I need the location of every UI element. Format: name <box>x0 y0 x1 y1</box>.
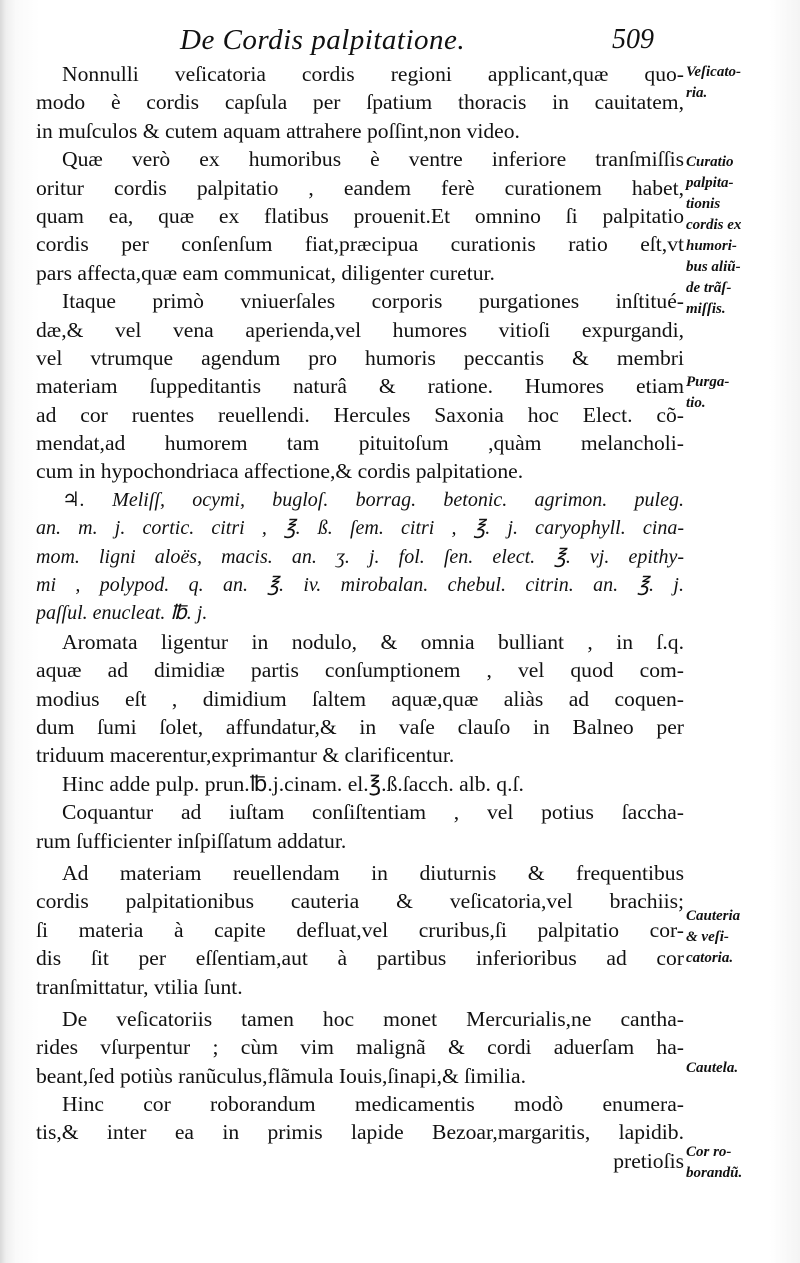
margin-note-cor-roborandum <box>686 1142 794 1184</box>
paragraph <box>36 1005 684 1090</box>
margin-note-cauteria <box>686 906 794 969</box>
text-line: cordis palpitationibus cauteria & veſicatoria,vel brachiis; <box>36 889 684 914</box>
margin-note-line: bus aliũ- <box>686 259 741 275</box>
margin-note-line: cordis ex <box>686 217 742 233</box>
margin-note-line: ria. <box>686 85 708 101</box>
margin-note-line: miſſis. <box>686 301 726 317</box>
text-line: modo è cordis capſula per ſpatium thoracis in cauitatem, <box>36 90 684 115</box>
page-header <box>0 24 800 60</box>
text-line: Quæ verò ex humoribus è ventre inferiore tranſmiſſis <box>62 147 684 172</box>
margin-note-line: Curatio <box>686 154 734 170</box>
margin-note-cautela <box>686 1058 794 1079</box>
text-line: ſi materia à capite defluat,vel cruribus,ſi palpitatio cor- <box>36 917 684 942</box>
margin-note-line: Veſicato- <box>686 64 741 80</box>
paragraph <box>36 628 684 770</box>
margin-note-line: humori- <box>686 238 737 254</box>
margin-note-line: catoria. <box>686 950 734 966</box>
text-line: vel vtrumque agendum pro humoris peccantis & membri <box>36 345 684 370</box>
catchword: pretioſis <box>613 1148 684 1173</box>
paragraph <box>36 1090 684 1147</box>
text-line: tranſmittatur, vtilia ſunt. <box>36 974 243 999</box>
text-line: dis ſit per eſſentiam,aut à partibus inferioribus ad cor <box>36 946 684 971</box>
text-line: cordis per conſenſum fiat,præcipua curationis ratio eſt,vt <box>36 232 684 257</box>
text-line: ad cor ruentes reuellendi. Hercules Saxonia hoc Elect. cõ- <box>36 402 684 427</box>
text-line: De veſicatoriis tamen hoc monet Mercurialis,ne cantha- <box>62 1006 684 1031</box>
text-line: Hinc cor roborandum medicamentis modò enumera- <box>62 1092 684 1117</box>
text-line: Ad materiam reuellendam in diuturnis & frequentibus <box>62 860 684 885</box>
text-line: Itaque primò vniuerſales corporis purgationes inſtitué- <box>62 289 684 314</box>
running-title: De Cordis palpitatione. <box>180 24 466 56</box>
margin-note-line: tionis <box>686 196 721 212</box>
margin-note-line: palpita- <box>686 175 734 191</box>
paragraph <box>36 859 684 1001</box>
text-line: aquæ ad dimidiæ partis conſumptionem , vel quod com- <box>36 658 684 683</box>
margin-note-line: Purga- <box>686 374 730 390</box>
paragraph <box>36 770 684 798</box>
text-line: triduum macerentur,exprimantur & clarificentur. <box>36 743 455 768</box>
margin-note-purgatio <box>686 372 794 414</box>
recipe-line: mom. ligni aloës, macis. an. ʒ. j. fol. ſen. elect. ℥. vj. epithy- <box>36 545 684 568</box>
margin-note-line: & veſi- <box>686 929 729 945</box>
text-line: rides vſurpentur ; cùm vim malignã & cordi aduerſam ha- <box>36 1035 684 1060</box>
margin-note-line: Cor ro- <box>686 1144 732 1160</box>
text-line: rum ſufficienter inſpiſſatum addatur. <box>36 828 347 853</box>
text-line: in muſculos & cutem aquam attrahere poſſint,non video. <box>36 118 520 143</box>
body-text <box>36 60 684 1175</box>
paragraph <box>36 287 684 486</box>
text-line: oritur cordis palpitatio , eandem ferè curationem habet, <box>36 175 684 200</box>
text-line: Hinc adde pulp. prun.℔.j.cinam. el.℥.ß.ſacch. alb. q.ſ. <box>62 771 524 796</box>
recipe-line: paſſul. enucleat. ℔. j. <box>36 602 208 625</box>
text-line: pars affecta,quæ eam communicat, diligenter curetur. <box>36 260 495 285</box>
text-line: materiam ſuppeditantis naturâ & ratione. Humores etiam <box>36 374 684 399</box>
text-line: beant,ſed potiùs ranũculus,flãmula Iouis,ſinapi,& ſimilia. <box>36 1063 526 1088</box>
text-line: Coquantur ad iuſtam conſiſtentiam , vel potius ſaccha- <box>62 800 684 825</box>
margin-note-line: Cauteria <box>686 908 741 924</box>
margin-note-line: Cautela. <box>686 1060 739 1076</box>
recipe-line: an. m. j. cortic. citri , ℥. ß. ſem. citri , ℥. j. caryophyll. cina- <box>36 517 684 540</box>
paragraph <box>36 145 684 287</box>
text-line: dæ,& vel vena aperienda,vel humores vitioſi expurgandi, <box>36 317 684 342</box>
recipe <box>36 486 684 628</box>
text-line: Aromata ligentur in nodulo, & omnia bulliant , in ſ.q. <box>62 629 684 654</box>
recipe-line: mi , polypod. q. an. ℥. iv. mirobalan. chebul. citrin. an. ℥. j. <box>36 574 684 597</box>
margin-note-vesicatoria <box>686 62 794 104</box>
text-line: Nonnulli veſicatoria cordis regioni applicant,quæ quo- <box>62 62 684 86</box>
margin-note-line: borandũ. <box>686 1165 743 1181</box>
text-line: mendat,ad humorem tam pituitoſum ,quàm melancholi- <box>36 431 684 456</box>
recipe-line: ♃. Meliſſ, ocymi, bugloſ. borrag. betonic. agrimon. puleg. <box>62 488 684 511</box>
paragraph <box>36 60 684 145</box>
margin-note-line: tio. <box>686 395 706 411</box>
text-line: modius eſt , dimidium ſaltem aquæ,quæ aliàs ad coquen- <box>36 686 684 711</box>
page-number: 509 <box>612 24 654 55</box>
paragraph <box>36 798 684 855</box>
text-line: dum ſumi ſolet, affundatur,& in vaſe clauſo in Balneo per <box>36 714 684 739</box>
margin-note-line: de trãſ- <box>686 280 732 296</box>
text-line: quam ea, quæ ex flatibus prouenit.Et omnino ſi palpitatio <box>36 203 684 228</box>
margin-note-curatio <box>686 152 794 320</box>
text-line: tis,& inter ea in primis lapide Bezoar,margaritis, lapidib. <box>36 1120 684 1145</box>
text-line: cum in hypochondriaca affectione,& cordis palpitatione. <box>36 459 524 484</box>
